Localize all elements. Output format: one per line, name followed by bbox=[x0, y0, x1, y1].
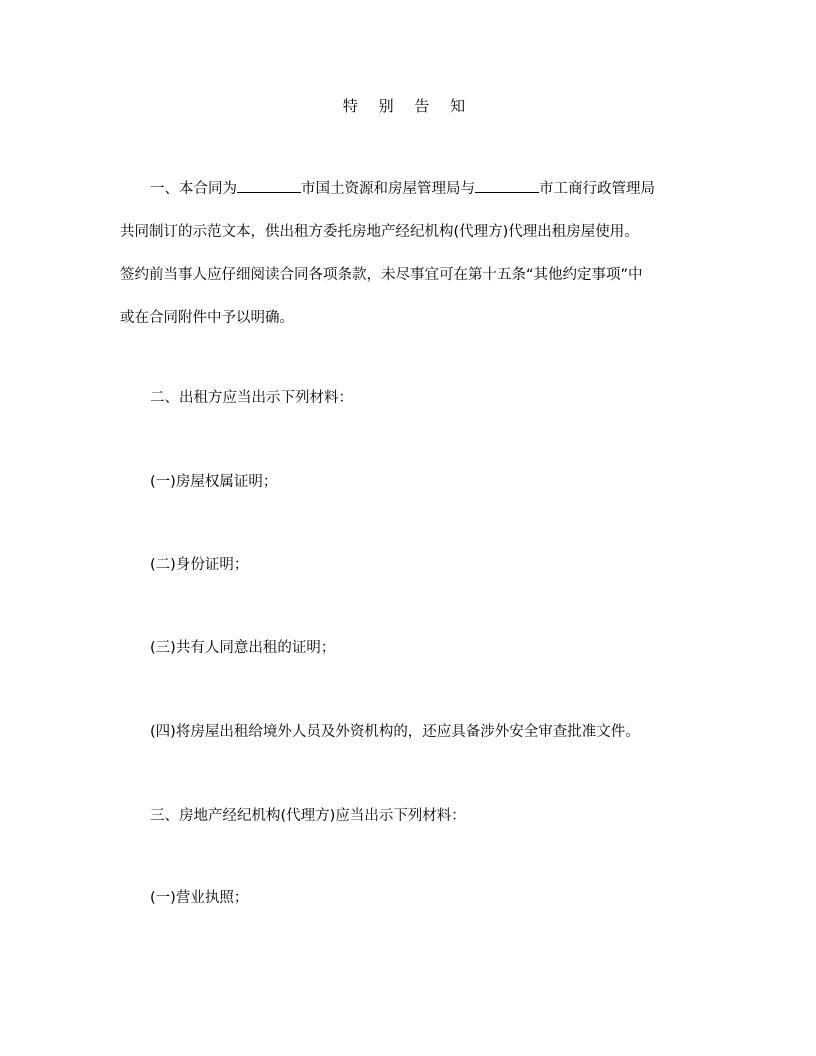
section-1-text-c: 市工商行政管理局 bbox=[539, 181, 655, 197]
blank-field-1 bbox=[237, 179, 301, 193]
section-1-line-2: 共同制订的示范文本，供出租方委托房地产经纪机构(代理方)代理出租房屋使用。 bbox=[120, 224, 639, 240]
section-1-line-3: 签约前当事人应仔细阅读合同各项条款，未尽事宜可在第十五条“其他约定事项”中 bbox=[120, 267, 643, 283]
section-3-item-1: (一)营业执照； bbox=[150, 890, 249, 906]
section-3-heading: 三、房地产经纪机构(代理方)应当出示下列材料： bbox=[150, 808, 466, 824]
section-1-text-b: 市国土资源和房屋管理局与 bbox=[301, 181, 475, 197]
section-2-heading: 二、出租方应当出示下列材料： bbox=[150, 390, 353, 406]
section-2-item-4: (四)将房屋出租给境外人员及外资机构的，还应具备涉外安全审查批准文件。 bbox=[150, 724, 640, 740]
document-title: 特 别 告 知 bbox=[342, 97, 474, 115]
section-2-item-1: (一)房屋权属证明； bbox=[150, 474, 278, 490]
section-1-line-4: 或在合同附件中予以明确。 bbox=[120, 310, 294, 326]
blank-field-2 bbox=[475, 179, 539, 193]
section-1-line-1 bbox=[120, 168, 700, 211]
section-1-paragraph bbox=[120, 168, 700, 340]
section-1-text-a: 一、本合同为 bbox=[150, 181, 237, 197]
section-2-item-3: (三)共有人同意出租的证明； bbox=[150, 640, 336, 656]
section-2-item-2: (二)身份证明； bbox=[150, 557, 249, 573]
